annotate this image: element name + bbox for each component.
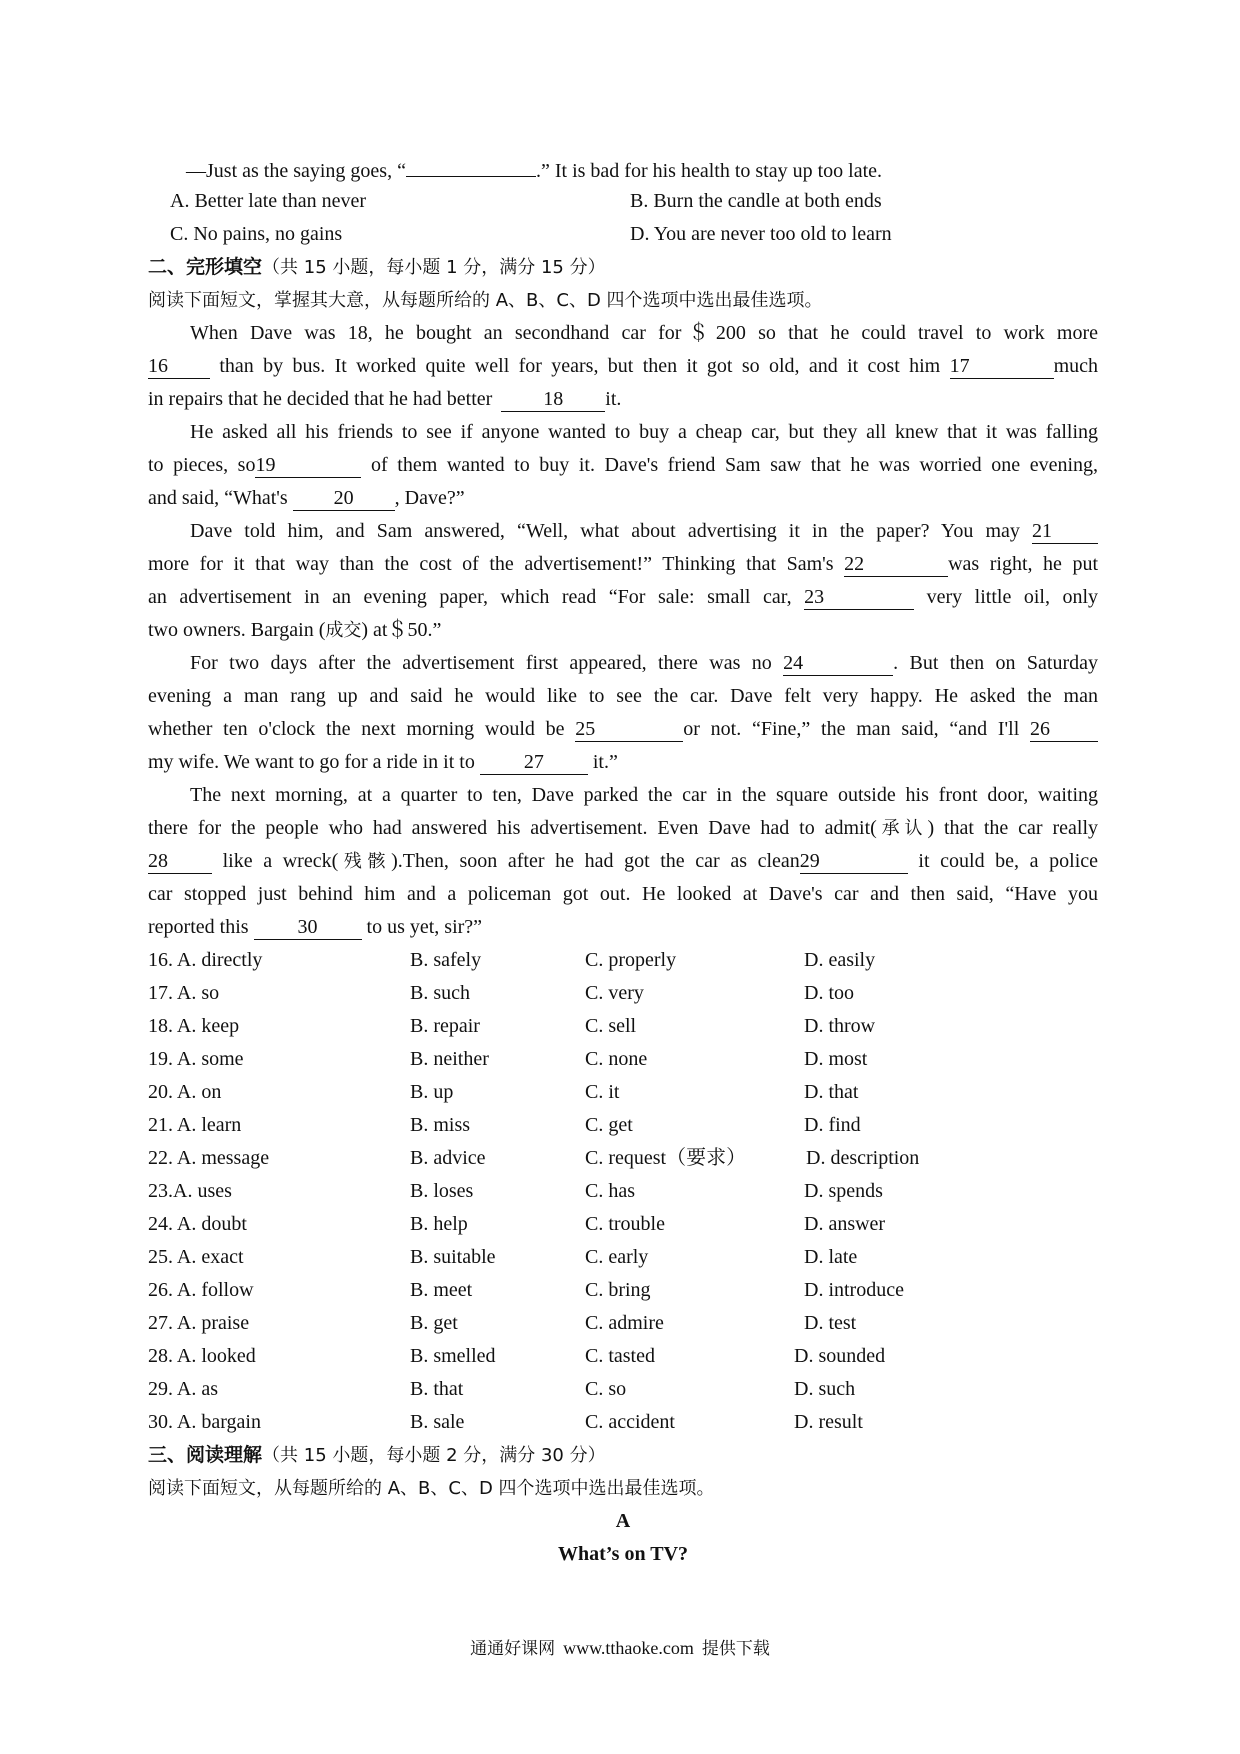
option-row: 18. A. keep B. repair C. sell D. throw: [148, 1015, 876, 1037]
q15-stem: —Just as the saying goes, “ .” It is bad for his health to stay up too late.: [148, 152, 1098, 185]
option-row: 21. A. learn B. miss C. get D. find: [148, 1114, 861, 1136]
option-row: 30. A. bargain B. sale C. accident D. result: [148, 1411, 863, 1433]
section2-instruction: 阅读下面短文，掌握其大意，从每题所给的 A、B、C、D 四个选项中选出最佳选项。: [148, 290, 823, 311]
blank-22: 22: [844, 552, 948, 577]
passage-line: to pieces, so19 of them wanted to buy it. Dave's friend Sam saw that he was worried one evening,: [148, 454, 1098, 476]
passage-line: evening a man rang up and said he would like to see the car. Dave felt very happy. He asked the man: [148, 685, 1098, 707]
footer-suffix: 提供下载: [701, 1639, 770, 1659]
blank-17: 17: [950, 354, 1054, 379]
option-row: 25. A. exact B. suitable C. early D. late: [148, 1246, 858, 1268]
passage-title: What’s on TV?: [557, 1543, 689, 1565]
footer-prefix: 通通好课网: [470, 1639, 556, 1659]
passage-line: more for it that way than the cost of the advertisement!” Thinking that Sam's 22 was right, he put: [148, 553, 1098, 575]
option-row: 27. A. praise B. get C. admire D. test: [148, 1312, 857, 1334]
option-row: 22. A. message B. advice C. request（要求） D. description: [148, 1147, 920, 1169]
q15-option-b: B. Burn the candle at both ends: [630, 190, 882, 212]
passage-line: there for the people who had answered his advertisement. Even Dave had to admit(承认) that the car really: [148, 817, 1098, 839]
option-row: 16. A. directly B. safely C. properly D. easily: [148, 949, 876, 971]
passage-line: in repairs that he decided that he had better 18 it.: [148, 388, 622, 410]
passage-line: an advertisement in an evening paper, which read “For sale: small car, 23 very little oil, only: [148, 586, 1098, 608]
passage-line: The next morning, at a quarter to ten, Dave parked the car in the square outside his front door, waiting: [190, 784, 1098, 806]
blank-26: 26: [1030, 717, 1098, 742]
q15-option-a: A. Better late than never: [170, 190, 367, 212]
blank-27: 27: [480, 750, 588, 775]
section2-title: 二、完形填空: [148, 256, 263, 278]
blank-19: 19: [255, 453, 361, 478]
passage-line: two owners. Bargain (成交) at＄50.”: [148, 619, 442, 641]
blank-23: 23: [804, 585, 914, 610]
section2-heading: [148, 251, 1098, 284]
blank-24: 24: [783, 651, 893, 676]
passage-line: When Dave was 18, he bought an secondhand car for＄200 so that he could travel to work more: [190, 322, 1098, 344]
passage-line: 28 like a wreck(残骸).Then, soon after he had got the car as clean29 it could be, a police: [148, 850, 1098, 872]
blank-18: 18: [501, 387, 605, 412]
passage-line: For two days after the advertisement first appeared, there was no 24 . But then on Saturday: [190, 652, 1098, 674]
section3-instruction: 阅读下面短文，从每题所给的 A、B、C、D 四个选项中选出最佳选项。: [148, 1478, 715, 1499]
blank-30: 30: [254, 915, 362, 940]
passage-line: my wife. We want to go for a ride in it to 27 it.”: [148, 751, 618, 773]
option-row: 19. A. some B. neither C. none D. most: [148, 1048, 868, 1070]
passage-line: Dave told him, and Sam answered, “Well, what about advertising it in the paper? You may 21: [148, 515, 1098, 548]
footer-site: www.tthaoke.com: [563, 1638, 694, 1658]
option-row: 24. A. doubt B. help C. trouble D. answer: [148, 1213, 886, 1235]
passage-line: reported this 30 to us yet, sir?”: [148, 916, 483, 938]
page-content: [148, 152, 1098, 1571]
section3-heading: [148, 1439, 1098, 1472]
option-row: 23.A. uses B. loses C. has D. spends: [148, 1180, 883, 1202]
q15-option-c: C. No pains, no gains: [170, 223, 343, 245]
passage-line: 16 than by bus. It worked quite well for years, but then it got so old, and it cost him 17 much: [148, 355, 1098, 377]
passage-line: and said, “What's 20 , Dave?”: [148, 487, 465, 509]
blank-29: 29: [800, 849, 908, 874]
section3-title: 三、阅读理解: [148, 1444, 263, 1466]
blank-25: 25: [575, 717, 683, 742]
passage-letter: A: [615, 1510, 631, 1532]
blank-28: 28: [148, 849, 212, 874]
blank-21: 21: [1032, 519, 1098, 544]
option-row: 17. A. so B. such C. very D. too: [148, 982, 854, 1004]
option-row: 26. A. follow B. meet C. bring D. introduce: [148, 1279, 904, 1301]
passage-line: car stopped just behind him and a policeman got out. He looked at Dave's car and then said, “Have you: [148, 883, 1098, 905]
page-footer: [0, 1634, 1240, 1659]
cloze-options: [148, 944, 1098, 1439]
option-row: 20. A. on B. up C. it D. that: [148, 1081, 859, 1103]
option-row: 28. A. looked B. smelled C. tasted D. sounded: [148, 1345, 886, 1367]
option-row: 29. A. as B. that C. so D. such: [148, 1378, 856, 1400]
q15-blank: [406, 152, 536, 177]
blank-16: 16: [148, 354, 210, 379]
passage-line: whether ten o'clock the next morning would be 25 or not. “Fine,” the man said, “and I'll 26: [148, 713, 1098, 746]
section3-note: （共 15 小题，每小题 2 分，满分 30 分）: [262, 1445, 606, 1466]
passage-line: He asked all his friends to see if anyone wanted to buy a cheap car, but they all knew that it was falling: [190, 421, 1098, 443]
q15-options-row-1: [148, 185, 1098, 218]
section2-note: （共 15 小题，每小题 1 分，满分 15 分）: [262, 257, 606, 278]
q15-option-d: D. You are never too old to learn: [630, 223, 892, 245]
blank-20: 20: [293, 486, 395, 511]
q15-options-row-2: [148, 218, 1098, 251]
